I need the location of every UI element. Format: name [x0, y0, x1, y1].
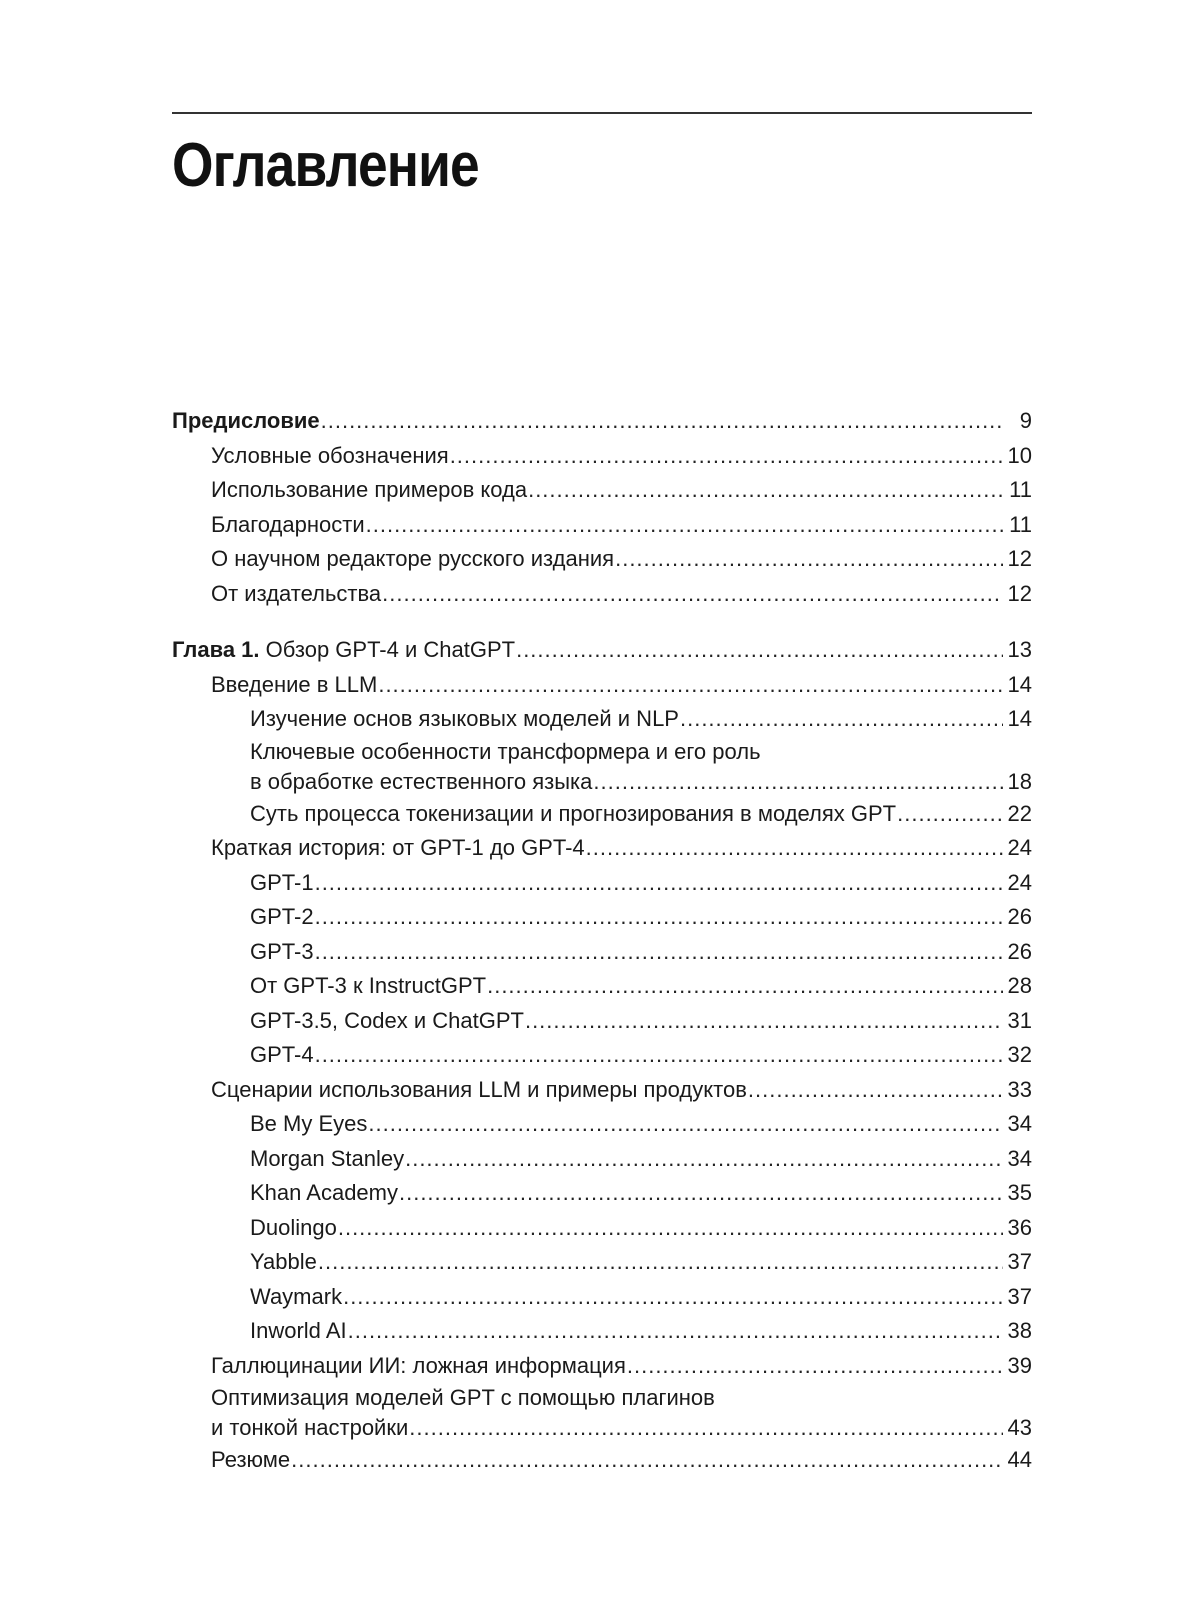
- toc-entry[interactable]: [172, 1038, 1032, 1073]
- toc-entry-chapter-1[interactable]: [172, 633, 1032, 668]
- toc-entry-label: Галлюцинации ИИ: ложная информация: [211, 1352, 626, 1378]
- dot-leader: [366, 508, 1003, 543]
- toc-page-number: 38: [1007, 1318, 1032, 1343]
- toc-entry-label: Использование примеров кода: [211, 477, 528, 502]
- toc-page-number: 11: [1009, 477, 1032, 502]
- toc-entry[interactable]: [172, 900, 1032, 935]
- toc-entry-label: Waymark: [250, 1283, 343, 1309]
- dot-leader: [450, 439, 1003, 474]
- toc-entry[interactable]: [172, 508, 1032, 543]
- toc-entry-transformer-line1[interactable]: Ключевые особенности трансформера и его роль: [250, 738, 761, 764]
- toc-entry[interactable]: [172, 473, 1032, 508]
- dot-leader: [409, 1413, 1003, 1443]
- toc-entry[interactable]: [172, 797, 1032, 832]
- toc-entry-label: Условные обозначения: [211, 442, 449, 468]
- toc-entry[interactable]: [172, 1176, 1032, 1211]
- toc-page-number: 26: [1007, 938, 1032, 964]
- toc-page-number: 39: [1007, 1352, 1032, 1378]
- dot-leader: [343, 1280, 1003, 1315]
- dot-leader: [586, 831, 1003, 866]
- toc-page-number: 14: [1007, 671, 1032, 697]
- toc-entry-label: Изучение основ языковых моделей и NLP: [250, 706, 679, 731]
- toc-page-number: 11: [1009, 511, 1032, 537]
- toc-entry-label: Be My Eyes: [250, 1111, 368, 1136]
- dot-leader: [315, 1038, 1003, 1073]
- table-of-contents: [172, 404, 1032, 1478]
- toc-page-number: 32: [1007, 1042, 1032, 1067]
- toc-page-number: 10: [1007, 442, 1032, 468]
- dot-leader: [516, 633, 1003, 668]
- dot-leader: [378, 668, 1003, 703]
- toc-entry-label: Inworld AI: [250, 1318, 347, 1343]
- toc-entry-label: Yabble: [250, 1249, 317, 1274]
- toc-entry-preface[interactable]: [172, 404, 1032, 439]
- toc-page-number: 26: [1007, 904, 1032, 929]
- toc-entry[interactable]: [172, 542, 1032, 577]
- toc-entry[interactable]: [172, 969, 1032, 1004]
- toc-entry-label: GPT-4: [250, 1042, 314, 1067]
- toc-page-number: 24: [1007, 869, 1032, 895]
- dot-leader: [338, 1211, 1003, 1246]
- header-rule: [172, 112, 1032, 114]
- dot-leader: [321, 404, 1003, 439]
- toc-entry-label: в обработке естественного языка: [250, 768, 593, 794]
- toc-page-number: 35: [1007, 1180, 1032, 1205]
- toc-entry[interactable]: [172, 1004, 1032, 1039]
- dot-leader: [680, 702, 1003, 737]
- dot-leader: [627, 1349, 1003, 1384]
- dot-leader: [525, 1004, 1003, 1039]
- toc-page-number: 43: [1007, 1415, 1032, 1440]
- toc-entry-label: Duolingo: [250, 1214, 337, 1240]
- toc-entry[interactable]: [172, 1245, 1032, 1280]
- toc-entry-history[interactable]: [172, 831, 1032, 866]
- dot-leader: [318, 1245, 1003, 1280]
- toc-entry-label: Morgan Stanley: [250, 1145, 405, 1171]
- toc-page-number: 44: [1007, 1447, 1032, 1472]
- dot-leader: [368, 1107, 1003, 1142]
- toc-page-number: 12: [1007, 546, 1032, 571]
- toc-page-number: 36: [1007, 1214, 1032, 1240]
- toc-entry-label: GPT-3: [250, 938, 314, 964]
- toc-entry-label: Предисловие: [172, 408, 320, 433]
- toc-entry-label: Сценарии использования LLM и примеры продуктов: [211, 1076, 747, 1102]
- toc-page-number: 37: [1007, 1249, 1032, 1274]
- dot-leader: [897, 797, 1003, 832]
- toc-entry-label: и тонкой настройки: [211, 1415, 409, 1440]
- dot-leader: [748, 1073, 1003, 1108]
- toc-entry[interactable]: [172, 935, 1032, 970]
- toc-entry[interactable]: [172, 702, 1032, 737]
- chapter-prefix: Глава 1.: [172, 637, 260, 662]
- toc-entry-label: Благодарности: [211, 511, 365, 537]
- toc-entry-label: Обзор GPT-4 и ChatGPT: [259, 637, 516, 662]
- toc-page-number: 31: [1007, 1007, 1032, 1033]
- toc-entry-label: От GPT-3 к InstructGPT: [250, 973, 487, 998]
- toc-page-number: 18: [1007, 768, 1032, 794]
- dot-leader: [487, 969, 1003, 1004]
- toc-page-number: 12: [1007, 580, 1032, 606]
- toc-entry-label: Khan Academy: [250, 1180, 398, 1205]
- dot-leader: [528, 473, 1003, 508]
- toc-entry[interactable]: [172, 1211, 1032, 1246]
- toc-entry-label: От издательства: [211, 580, 382, 606]
- dot-leader: [615, 542, 1003, 577]
- toc-entry-transformer[interactable]: [172, 767, 1032, 797]
- toc-entry-hallucinations[interactable]: [172, 1349, 1032, 1384]
- toc-entry[interactable]: [172, 1314, 1032, 1349]
- toc-entry[interactable]: [172, 866, 1032, 901]
- dot-leader: [315, 866, 1003, 901]
- dot-leader: [382, 577, 1003, 612]
- toc-entry-label: GPT-1: [250, 869, 314, 895]
- page-title: Оглавление: [172, 131, 479, 200]
- toc-entry-label: О научном редакторе русского издания: [211, 546, 615, 571]
- toc-entry-summary[interactable]: [172, 1443, 1032, 1478]
- dot-leader: [348, 1314, 1003, 1349]
- toc-entry[interactable]: [172, 1280, 1032, 1315]
- toc-entry-label: Введение в LLM: [211, 671, 378, 697]
- toc-entry-label: Суть процесса токенизации и прогнозирования в моделях GPT: [250, 800, 897, 826]
- dot-leader: [291, 1443, 1003, 1478]
- toc-entry[interactable]: [172, 1142, 1032, 1177]
- toc-entry-use-cases[interactable]: [172, 1073, 1032, 1108]
- toc-entry[interactable]: [172, 1107, 1032, 1142]
- toc-entry-label: GPT-2: [250, 904, 314, 929]
- dot-leader: [399, 1176, 1003, 1211]
- toc-page-number: 34: [1007, 1145, 1032, 1171]
- toc-entry-label: Краткая история: от GPT-1 до GPT-4: [211, 835, 585, 860]
- toc-page-number: 14: [1007, 706, 1032, 731]
- toc-entry-label: Резюме: [211, 1447, 291, 1472]
- toc-page-number: 22: [1007, 800, 1032, 826]
- toc-page-number: 37: [1007, 1283, 1032, 1309]
- toc-entry[interactable]: [172, 577, 1032, 612]
- toc-page-number: 34: [1007, 1111, 1032, 1136]
- toc-page-number: 9: [1019, 408, 1032, 433]
- toc-entry-intro-llm[interactable]: [172, 668, 1032, 703]
- dot-leader: [405, 1142, 1003, 1177]
- toc-page-number: 24: [1007, 835, 1032, 860]
- dot-leader: [315, 935, 1003, 970]
- dot-leader: [593, 767, 1003, 797]
- toc-entry-label: GPT-3.5, Codex и ChatGPT: [250, 1007, 524, 1033]
- toc-entry-optimization[interactable]: [172, 1413, 1032, 1443]
- dot-leader: [315, 900, 1003, 935]
- toc-page-number: 13: [1007, 637, 1032, 662]
- toc-entry[interactable]: [172, 439, 1032, 474]
- toc-page-number: 28: [1007, 973, 1032, 998]
- toc-entry-optimization-line1[interactable]: Оптимизация моделей GPT с помощью плагинов: [211, 1385, 715, 1410]
- toc-page-number: 33: [1007, 1076, 1032, 1102]
